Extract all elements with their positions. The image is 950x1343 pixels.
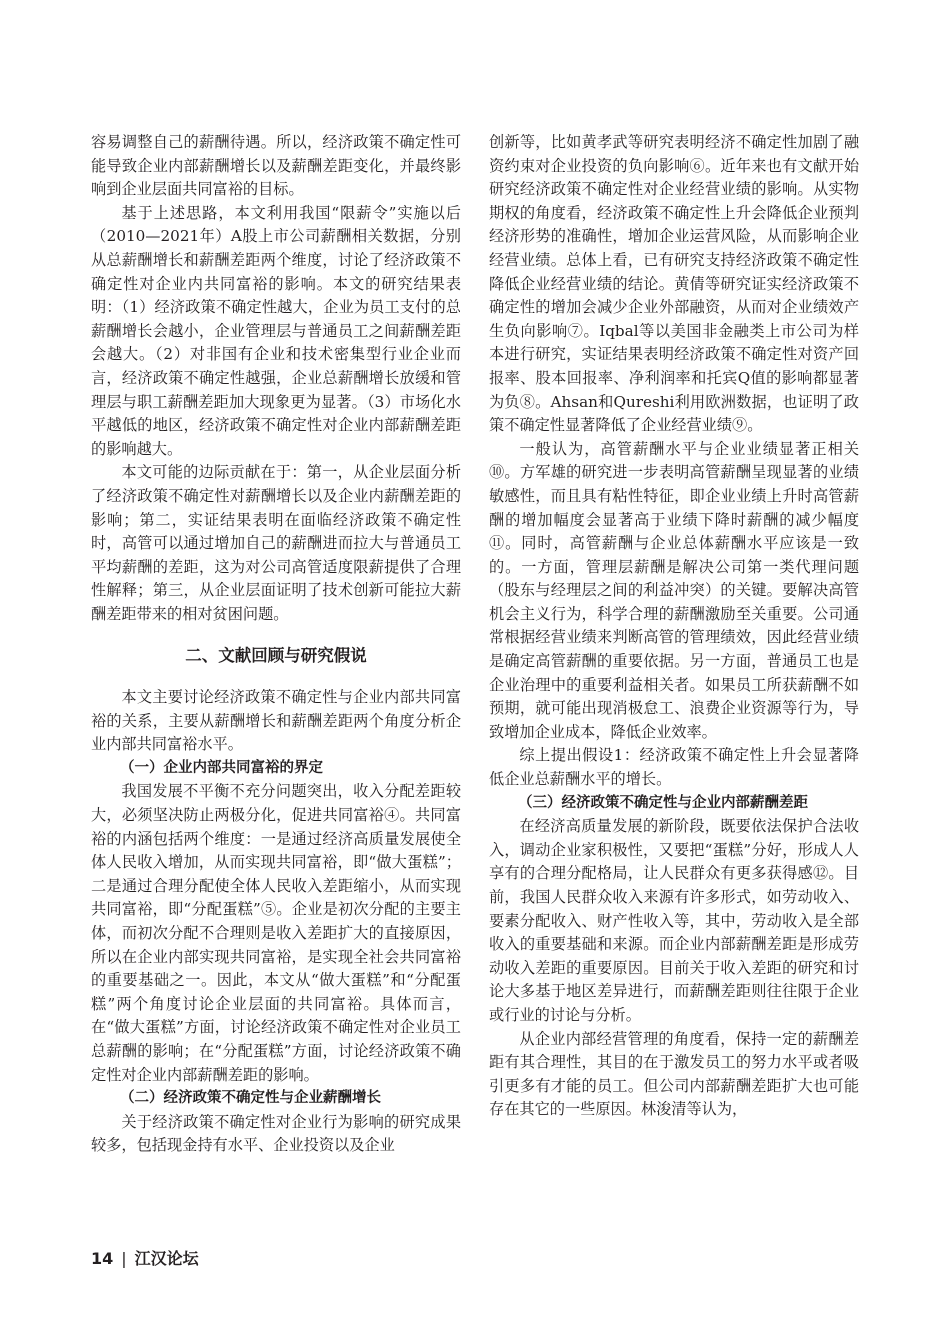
left-column	[91, 131, 461, 1158]
subsection-title: （二）经济政策不确定性与企业薪酬增长	[120, 1090, 381, 1107]
right-column	[489, 131, 859, 1122]
paragraph: 关于经济政策不确定性对企业行为影响的研究成果较多，包括现金持有水平、企业投资以及企业	[91, 1112, 461, 1155]
paragraph: 综上提出假设1：经济政策不确定性上升会显著降低企业总薪酬水平的增长。	[489, 746, 859, 789]
paragraph: 本文可能的边际贡献在于：第一，从企业层面分析了经济政策不确定性对薪酬增长以及企业内薪酬差距的影响；第二，实证结果表明在面临经济政策不确定性时，高管可以通过增加自己的薪酬进而拉大与普通员工平均薪酬的差距，这为对公司高管适度限薪提供了合理性解释；第三，从企业层面证明了技术创新可能拉大薪酬差距带来的相对贫困问题。	[91, 463, 461, 623]
subsection-title: （三）经济政策不确定性与企业内部薪酬差距	[518, 794, 808, 811]
paragraph: 在经济高质量发展的新阶段，既要依法保护合法收入，调动企业家积极性，又要把“蛋糕”分好，形成人人享有的合理分配格局，让人民群众有更多获得感⑫。目前，我国人民群众收入来源有许多形式，如劳动收入、要素分配收入、财产性收入等，其中，劳动收入是全部收入的重要基础和来源。而企业内部薪酬差距是形成劳动收入差距的重要原因。目前关于收入差距的研究和讨论大多基于地区差异进行，而薪酬差距则往往限于企业或行业的讨论与分析。	[489, 817, 859, 1024]
paragraph: 容易调整自己的薪酬待遇。所以，经济政策不确定性可能导致企业内部薪酬增长以及薪酬差距变化，并最终影响到企业层面共同富裕的目标。	[91, 133, 461, 199]
paragraph: 一般认为，高管薪酬水平与企业业绩显著正相关⑩。方军雄的研究进一步表明高管薪酬呈现显著的业绩敏感性，而且具有粘性特征，即企业业绩上升时高管薪酬的增加幅度会显著高于业绩下降时薪酬的减少幅度⑪。同时，高管薪酬与企业总体薪酬水平应该是一致的。一方面，管理层薪酬是解决公司第一类代理问题（股东与经理层之间的利益冲突）的关键。要解决高管机会主义行为，科学合理的薪酬激励至关重要。公司通常根据经营业绩来判断高管的管理绩效，因此经营业绩是确定高管薪酬的重要依据。另一方面，普通员工也是企业治理中的重要利益相关者。如果员工所获薪酬不如预期，就可能出现消极怠工、浪费企业资源等行为，导致增加企业成本，降低企业效率。	[489, 439, 859, 741]
page-number: 14	[91, 1249, 114, 1268]
paragraph: 本文主要讨论经济政策不确定性与企业内部共同富裕的关系，主要从薪酬增长和薪酬差距两个角度分析企业内部共同富裕水平。	[91, 688, 461, 754]
paragraph: 创新等，比如黄孝武等研究表明经济不确定性加剧了融资约束对企业投资的负向影响⑥。近年来也有文献开始研究经济政策不确定性对企业经营业绩的影响。从实物期权的角度看，经济政策不确定性上升会降低企业预判经济形势的准确性，增加企业运营风险，从而影响企业经营业绩。总体上看，已有研究支持经济政策不确定性降低企业经营业绩的结论。黄倩等研究证实经济政策不确定性的增加会减少企业外部融资，从而对企业绩效产生负向影响⑦。Iqbal等以美国非金融类上市公司为样本进行研究，实证结果表明经济政策不确定性对资产回报率、股本回报率、净利润率和托宾Q值的影响都显著为负⑧。Ahsan和Qureshi利用欧洲数据，也证明了政策不确定性显著降低了企业经营业绩⑨。	[489, 133, 859, 435]
page-footer	[91, 1246, 199, 1269]
paragraph: 我国发展不平衡不充分问题突出，收入分配差距较大，必须坚决防止两极分化，促进共同富裕④。共同富裕的内涵包括两个维度：一是通过经济高质量发展使全体人民收入增加，从而实现共同富裕，即“做大蛋糕”；二是通过合理分配使全体人民收入差距缩小，从而实现共同富裕，即“分配蛋糕”⑤。企业是初次分配的主要主体，而初次分配不合理则是收入差距扩大的直接原因，所以在企业内部实现共同富裕，是实现全社会共同富裕的重要基础之一。因此，本文从“做大蛋糕”和“分配蛋糕”两个角度讨论企业层面的共同富裕。具体而言，在“做大蛋糕”方面，讨论经济政策不确定性对企业员工总薪酬的影响；在“分配蛋糕”方面，讨论经济政策不确定性对企业内部薪酬差距的影响。	[91, 782, 461, 1084]
journal-name: 江汉论坛	[134, 1249, 199, 1268]
footer-separator: |	[121, 1249, 127, 1268]
section-title: 二、文献回顾与研究假说	[185, 646, 367, 666]
paragraph: 从企业内部经营管理的角度看，保持一定的薪酬差距有其合理性，其目的在于激发员工的努力水平或者吸引更多有才能的员工。但公司内部薪酬差距扩大也可能存在其它的一些原因。林浚清等认为，	[489, 1029, 859, 1119]
subsection-title: （一）企业内部共同富裕的界定	[120, 759, 323, 776]
paragraph: 基于上述思路，本文利用我国“限薪令”实施以后（2010—2021年）A股上市公司薪酬相关数据，分别从总薪酬增长和薪酬差距两个维度，讨论了经济政策不确定性对企业内共同富裕的影响。本文的研究结果表明：（1）经济政策不确定性越大，企业为员工支付的总薪酬增长会越小，企业管理层与普通员工之间薪酬差距会越大。（2）对非国有企业和技术密集型行业企业而言，经济政策不确定性越强，企业总薪酬增长放缓和管理层与职工薪酬差距加大现象更为显著。（3）市场化水平越低的地区，经济政策不确定性对企业内部薪酬差距的影响越大。	[91, 203, 461, 458]
